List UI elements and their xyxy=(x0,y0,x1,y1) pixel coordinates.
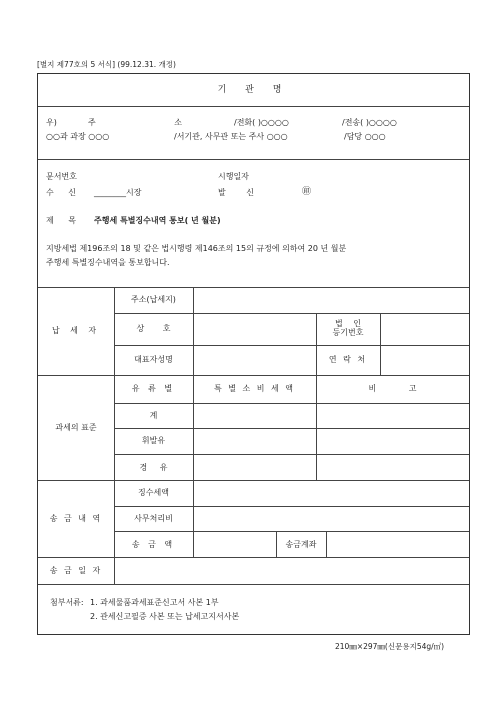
attachment-item-1: 1. 과세물품과세표준신고서 사본 1부 xyxy=(90,598,219,607)
divider-tb1 xyxy=(114,403,469,404)
col-remarks: 비 고 xyxy=(368,384,417,393)
tax-base-section-label: 과세의 표준 xyxy=(55,423,97,432)
attachments-label: 첨부서류: xyxy=(50,598,84,607)
divider-tp1 xyxy=(114,313,469,314)
divider-remit xyxy=(38,557,469,558)
subject-label: 제 목 xyxy=(46,216,76,225)
row-total: 계 xyxy=(149,411,158,420)
admin-fee-label: 사무처리비 xyxy=(134,514,173,523)
divider-rm-mid2 xyxy=(326,531,327,557)
row-diesel: 경 유 xyxy=(139,463,168,472)
divider-taxpayer xyxy=(38,375,469,376)
divider-agency xyxy=(38,159,469,160)
taxpayer-section-label: 납 세 자 xyxy=(51,326,101,335)
remit-amount-label: 송 금 액 xyxy=(131,540,176,549)
divider-body xyxy=(38,287,469,288)
representative-label: 대표자성명 xyxy=(134,355,173,364)
officer: /서기관, 사무관 또는 주사 ○○○ xyxy=(174,132,288,141)
phone: /전화( )○○○○ xyxy=(234,118,289,127)
form-number: [별지 제77호의 5 서식] (99.12.31. 개정) xyxy=(37,60,176,69)
body-line-2: 주행세 특별징수내역을 통보합니다. xyxy=(46,258,170,267)
addr-label: 주 소 xyxy=(88,118,190,127)
dept-head: ○○과 과장 ○○○ xyxy=(46,132,110,141)
remit-date-label: 송 금 일 자 xyxy=(49,566,103,575)
attachment-item-2: 2. 관세신고필증 사본 또는 납세고지서사본 xyxy=(90,612,240,621)
address-label: 주소(납세지) xyxy=(131,295,176,304)
fax: /전송( )○○○○ xyxy=(342,118,397,127)
agency-title: 기 관 명 xyxy=(217,85,290,95)
recipient-value: ________시장 xyxy=(94,188,142,197)
remittance-section-label: 송 금 내 역 xyxy=(49,514,103,523)
divider-remitdate xyxy=(38,584,469,585)
corp-reg-label-1: 법 인 xyxy=(335,319,361,328)
contact-person: /담당 ○○○ xyxy=(344,132,386,141)
row-gasoline: 휘발유 xyxy=(141,436,166,445)
divider-field-col xyxy=(193,287,194,557)
collected-label: 징수세액 xyxy=(138,488,169,497)
seal-icon: ㊞ xyxy=(302,187,312,197)
divider-rm2 xyxy=(114,531,469,532)
recipient-label: 수 신 xyxy=(46,188,76,197)
subject-value: 주행세 특별징수내역 통보( 년 월분) xyxy=(94,216,221,225)
sender-label: 발 신 xyxy=(218,188,254,197)
divider-title xyxy=(38,106,469,107)
corp-reg-label-2: 등기번호 xyxy=(332,328,364,337)
divider-tp-right xyxy=(380,313,381,375)
date-label: 시행일자 xyxy=(218,172,249,181)
contact-label: 연 락 처 xyxy=(328,355,368,364)
document-form xyxy=(37,73,470,635)
divider-tp2 xyxy=(114,345,469,346)
divider-rm1 xyxy=(114,506,469,507)
body-line-1: 지방세법 제196조의 18 및 같은 법시행령 제146조의 15의 규정에 의하여 20 년 월분 xyxy=(46,244,347,253)
divider-tb2 xyxy=(114,428,469,429)
col-oil-type: 유 류 별 xyxy=(131,384,176,393)
trade-name-label: 상 호 xyxy=(136,324,171,333)
doc-number-label: 문서번호 xyxy=(46,172,77,181)
divider-tb3 xyxy=(114,454,469,455)
addr-prefix: 우) xyxy=(46,118,57,127)
divider-taxbase xyxy=(38,480,469,481)
col-special-tax: 특 별 소 비 세 액 xyxy=(213,384,296,393)
account-label: 송금계좌 xyxy=(285,540,317,549)
paper-spec: 210㎜×297㎜(신문용지54g/㎡) xyxy=(335,642,445,651)
